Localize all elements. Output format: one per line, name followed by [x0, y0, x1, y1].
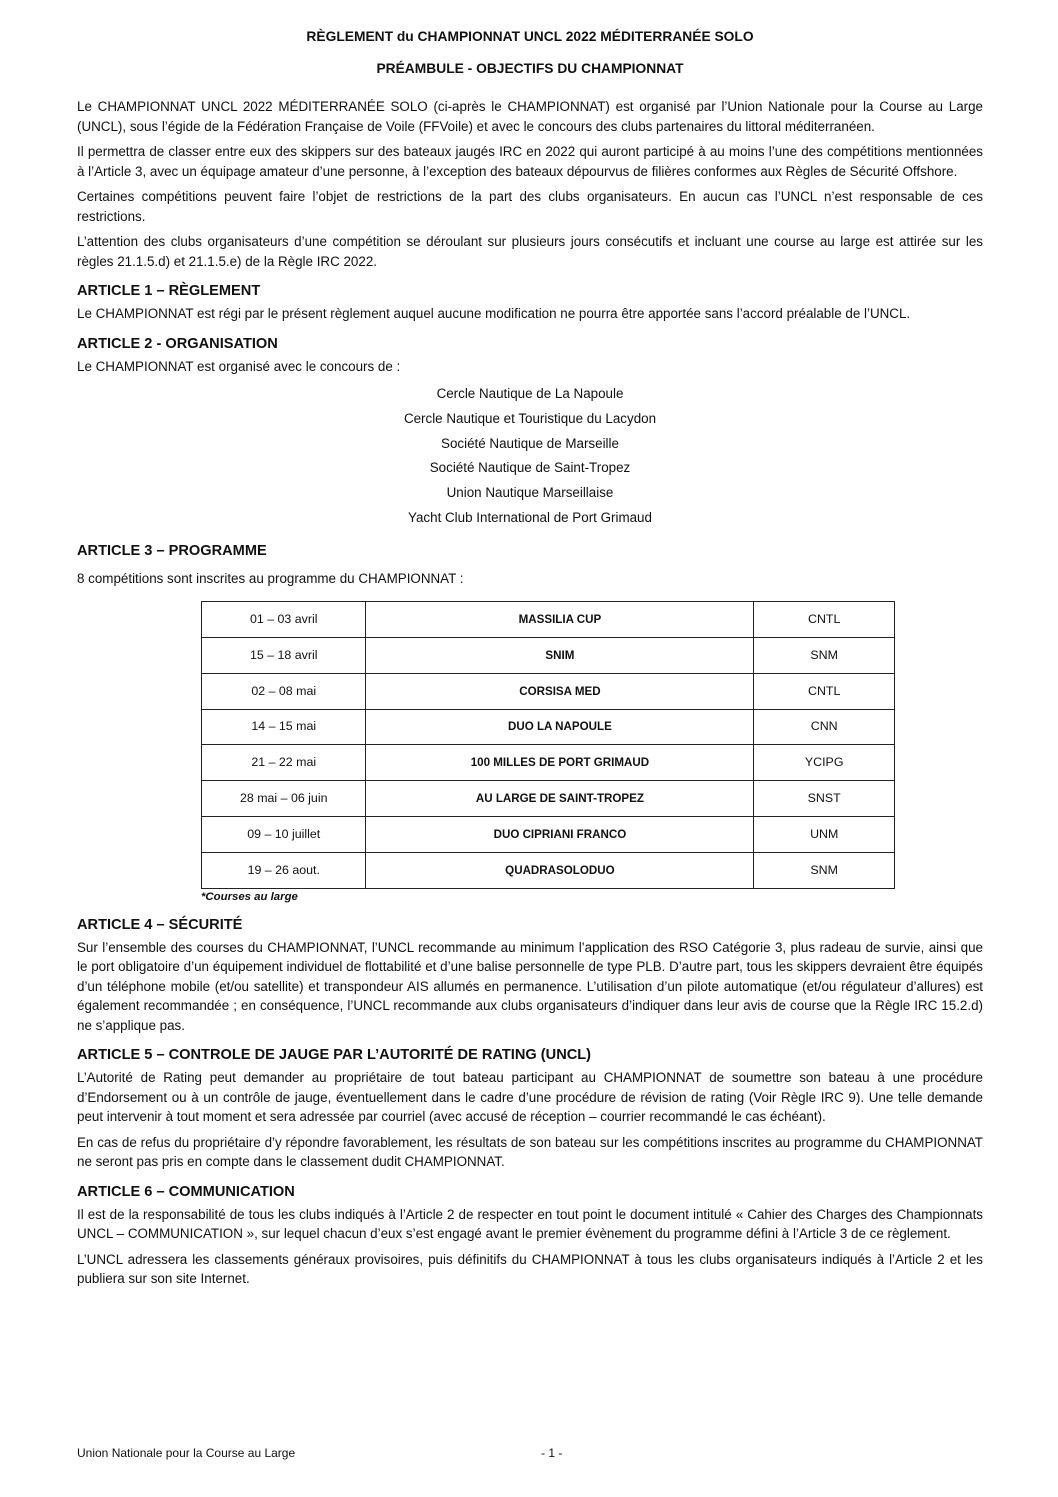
footer-page-number: - 1 - — [541, 1446, 563, 1460]
event-date: 21 – 22 mai — [202, 745, 366, 781]
table-footnote: *Courses au large — [201, 890, 298, 903]
event-date: 09 – 10 juillet — [202, 817, 366, 853]
event-club: SNM — [754, 638, 895, 674]
event-date: 02 – 08 mai — [202, 673, 366, 709]
article-6-paragraph: Il est de la responsabilité de tous les clubs indiqués à l’Article 2 de respecter en tout point le document intitulé « Cahier des Charges des Championnats UNCL – COMMUNICATION », sur lequel chacun d’eux s’est engagé avant le premier évènement du programme défini à l’Article 3 de ce règlement. — [77, 1206, 983, 1242]
event-date: 15 – 18 avril — [202, 638, 366, 674]
article-1-text: Le CHAMPIONNAT est régi par le présent règlement auquel aucune modification ne pourra être apportée sans l’accord préalable de l’UNCL. — [77, 306, 911, 321]
article-4-heading: ARTICLE 4 – SÉCURITÉ — [77, 916, 243, 933]
table-row — [202, 602, 895, 638]
preamble-paragraph: L’attention des clubs organisateurs d’une compétition se déroulant sur plusieurs jours consécutifs et incluant une course au large est attirée sur les règles 21.1.5.d) et 21.1.5.e) de la Règle IRC 2022. — [77, 234, 983, 269]
event-name: AU LARGE DE SAINT-TROPEZ — [366, 781, 754, 817]
event-club: UNM — [754, 817, 895, 853]
footer-organization: Union Nationale pour la Course au Large — [77, 1446, 296, 1460]
table-row — [202, 817, 895, 853]
article-3-heading: ARTICLE 3 – PROGRAMME — [77, 542, 267, 559]
preamble-paragraph: Certaines compétitions peuvent faire l’objet de restrictions de la part des clubs organisateurs. En aucun cas l’UNCL n’est responsable de ces restrictions. — [77, 189, 983, 224]
table-row — [202, 852, 895, 888]
event-club: YCIPG — [754, 745, 895, 781]
article-5-heading: ARTICLE 5 – CONTROLE DE JAUGE PAR L’AUTORITÉ DE RATING (UNCL) — [77, 1047, 592, 1064]
event-name: QUADRASOLODUO — [366, 852, 754, 888]
event-club: CNTL — [754, 673, 895, 709]
club-item: Société Nautique de Saint-Tropez — [429, 460, 631, 476]
event-name: CORSISA MED — [366, 673, 754, 709]
club-item: Cercle Nautique et Touristique du Lacydon — [403, 410, 657, 426]
event-club: CNTL — [754, 602, 895, 638]
table-row — [202, 745, 895, 781]
table-row — [202, 709, 895, 745]
table-row — [202, 638, 895, 674]
program-table — [201, 601, 895, 888]
event-date: 01 – 03 avril — [202, 602, 366, 638]
preamble-title: PRÉAMBULE - OBJECTIFS DU CHAMPIONNAT — [376, 61, 684, 76]
document-body — [77, 27, 983, 1295]
article-1-heading: ARTICLE 1 – RÈGLEMENT — [77, 283, 261, 299]
event-date: 19 – 26 aout. — [202, 852, 366, 888]
club-list — [77, 382, 983, 531]
table-row — [202, 781, 895, 817]
preamble-paragraph: Le CHAMPIONNAT UNCL 2022 MÉDITERRANÉE SOLO (ci-après le CHAMPIONNAT) est organisé par l’Union Nationale pour la Course au Large (UNCL), sous l’égide de la Fédération Française de Voile (FFVoile) et avec le concours des clubs partenaires du littoral méditerranéen. — [77, 99, 983, 134]
article-2-intro: Le CHAMPIONNAT est organisé avec le concours de : — [77, 358, 401, 374]
event-date: 28 mai – 06 juin — [202, 781, 366, 817]
event-name: MASSILIA CUP — [366, 602, 754, 638]
club-item: Société Nautique de Marseille — [441, 435, 619, 451]
preamble-paragraph: Il permettra de classer entre eux des skippers sur des bateaux jaugés IRC en 2022 qui auront participé à au moins l’une des compétitions mentionnées à l’Article 3, avec un équipage amateur d’une personne, à l’exception des bateaux dépourvus de filières conformes aux Règles de Sécurité Offshore. — [77, 144, 983, 179]
article-5-paragraph: L’Autorité de Rating peut demander au propriétaire de tout bateau participant au CHAMPIONNAT de soumettre son bateau à une procédure d’Endorsement ou à un contrôle de jauge, éventuellement dans le cadre d’une procédure de révision de rating (Voir Règle IRC 9). Une telle demande peut intervenir à tout moment et sera adressée par courriel (avec accusé de réception – courrier recommandé le cas échéant). — [77, 1070, 983, 1125]
event-club: SNST — [754, 781, 895, 817]
event-name: DUO CIPRIANI FRANCO — [366, 817, 754, 853]
article-2-heading: ARTICLE 2 - ORGANISATION — [77, 335, 278, 352]
event-date: 14 – 15 mai — [202, 709, 366, 745]
event-club: SNM — [754, 852, 895, 888]
club-item: Yacht Club International de Port Grimaud — [408, 509, 652, 525]
event-name: DUO LA NAPOULE — [366, 709, 754, 745]
article-4-text: Sur l’ensemble des courses du CHAMPIONNAT, l’UNCL recommande au minimum l’application des RSO Catégorie 3, plus radeau de survie, ainsi que le port obligatoire d’un équipement individuel de flottabilité et d’une balise personnelle de type PLB. D’autre part, tous les skippers devraient être équipés d’un téléphone mobile (et/ou satellite) et transpondeur AIS allumés en permanence. L’utilisation d’un pilote automatique (et/ou régulateur d’allures) est également recommandée ; en conséquence, l’UNCL recommande aux clubs organisateurs d’indiquer dans leur avis de course que la Règle IRC 15.2.d) ne s’applique pas. — [77, 939, 983, 1033]
article-5-paragraph: En cas de refus du propriétaire d’y répondre favorablement, les résultats de son bateau sur les compétitions inscrites au programme du CHAMPIONNAT ne seront pas pris en compte dans le classement dudit CHAMPIONNAT. — [77, 1134, 983, 1170]
event-name: SNIM — [366, 638, 754, 674]
club-item: Union Nautique Marseillaise — [446, 485, 614, 501]
article-3-intro: 8 compétitions sont inscrites au programme du CHAMPIONNAT : — [77, 570, 464, 586]
event-name: 100 MILLES DE PORT GRIMAUD — [366, 745, 754, 781]
club-item: Cercle Nautique de La Napoule — [436, 386, 624, 401]
event-club: CNN — [754, 709, 895, 745]
article-6-paragraph: L’UNCL adressera les classements généraux provisoires, puis définitifs du CHAMPIONNAT à tous les clubs organisateurs indiqués à l’Article 2 et les publiera sur son site Internet. — [77, 1251, 983, 1287]
article-6-heading: ARTICLE 6 – COMMUNICATION — [77, 1183, 295, 1200]
table-row — [202, 673, 895, 709]
document-title: RÈGLEMENT du CHAMPIONNAT UNCL 2022 MÉDITERRANÉE SOLO — [306, 29, 754, 44]
